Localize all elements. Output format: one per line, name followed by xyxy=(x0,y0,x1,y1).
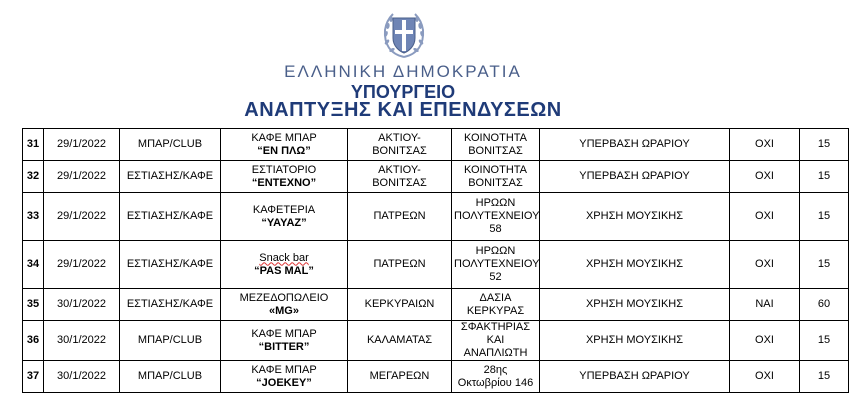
violation-cell: ΧΡΗΣΗ ΜΟΥΣΙΚΗΣ xyxy=(540,193,730,241)
street-cell xyxy=(348,161,452,193)
area-line: ΚΑΙ ΑΝΑΠΛΙΩΤΗ xyxy=(463,334,528,359)
street-line: ΒΟΝΙΤΣΑΣ xyxy=(372,144,427,157)
street-cell: ΚΑΛΑΜΑΤΑΣ xyxy=(348,321,452,361)
document-header xyxy=(0,0,852,126)
answer-cell: ΟΧΙ xyxy=(730,193,800,241)
venue-cell xyxy=(221,161,348,193)
venue-cell xyxy=(221,321,348,361)
violation-cell: ΥΠΕΡΒΑΣΗ ΩΡΑΡΙΟΥ xyxy=(540,361,730,393)
venue-name: “ΕΝ ΠΛΩ” xyxy=(257,144,311,157)
row-number: 37 xyxy=(23,361,44,393)
category-cell: ΜΠΑΡ/CLUB xyxy=(120,129,221,161)
row-number: 36 xyxy=(23,321,44,361)
answer-cell: ΟΧΙ xyxy=(730,241,800,289)
area-line: 52 xyxy=(489,271,502,283)
area-cell xyxy=(452,161,540,193)
category-cell: ΜΠΑΡ/CLUB xyxy=(120,321,221,361)
venue-name: “JOEKEY” xyxy=(256,376,312,389)
venue-type: ΚΑΦΕ ΜΠΑΡ xyxy=(251,363,317,376)
venue-name: “PAS MAL” xyxy=(254,264,314,277)
date-cell: 30/1/2022 xyxy=(44,361,120,393)
violation-cell: ΧΡΗΣΗ ΜΟΥΣΙΚΗΣ xyxy=(540,289,730,321)
answer-cell: ΟΧΙ xyxy=(730,321,800,361)
area-cell xyxy=(452,361,540,393)
row-number: 31 xyxy=(23,129,44,161)
date-cell: 30/1/2022 xyxy=(44,289,120,321)
area-cell xyxy=(452,129,540,161)
area-line: ΒΟΝΙΤΣΑΣ xyxy=(468,144,523,157)
street-cell: ΠΑΤΡΕΩΝ xyxy=(348,193,452,241)
answer-cell: ΟΧΙ xyxy=(730,361,800,393)
table-row xyxy=(23,321,849,361)
venue-name: «MG» xyxy=(269,304,299,317)
area-line: 28ης xyxy=(483,363,508,376)
area-line: ΔΑΣΙΑ xyxy=(479,291,512,304)
venue-type: ΕΣΤΙΑΤΟΡΙΟ xyxy=(251,163,317,176)
street-line: ΑΚΤΙΟΥ- xyxy=(378,131,421,144)
ministry-title-line2: ΑΝΑΠΤΥΞΗΣ ΚΑΙ ΕΠΕΝΔΥΣΕΩΝ xyxy=(244,99,562,121)
greek-coat-of-arms-icon xyxy=(380,10,428,60)
venue-type: ΚΑΦΕ ΜΠΑΡ xyxy=(251,327,317,340)
area-line: ΚΟΙΝΟΤΗΤΑ xyxy=(463,131,527,144)
violation-cell: ΧΡΗΣΗ ΜΟΥΣΙΚΗΣ xyxy=(540,241,730,289)
venue-type: ΚΑΦΕ ΜΠΑΡ xyxy=(251,131,317,144)
answer-cell: ΟΧΙ xyxy=(730,161,800,193)
date-cell: 29/1/2022 xyxy=(44,129,120,161)
ministry-title-line1: ΥΠΟΥΡΓΕΙΟ xyxy=(350,82,456,102)
table-row xyxy=(23,193,849,241)
inspections-table xyxy=(22,128,849,393)
venue-name: “ΕΝΤΕΧΝΟ” xyxy=(251,176,317,189)
row-number: 34 xyxy=(23,241,44,289)
republic-title: ΕΛΛΗΝΙΚΗ ΔΗΜΟΚΡΑΤΙΑ xyxy=(284,62,522,81)
venue-cell xyxy=(221,241,348,289)
answer-cell: ΟΧΙ xyxy=(730,129,800,161)
area-line: ΣΦΑΚΤΗΡΙΑΣ xyxy=(460,321,531,333)
date-cell: 29/1/2022 xyxy=(44,193,120,241)
value-cell: 15 xyxy=(800,161,849,193)
area-line: Οκτωβρίου 146 xyxy=(457,376,534,389)
venue-cell xyxy=(221,129,348,161)
value-cell: 15 xyxy=(800,241,849,289)
venue-type: Snack bar xyxy=(259,251,309,264)
table-row xyxy=(23,289,849,321)
venue-name: “BITTER” xyxy=(258,340,310,353)
area-cell xyxy=(452,289,540,321)
value-cell: 15 xyxy=(800,361,849,393)
area-line: ΠΟΛΥΤΕΧΝΕΙΟΥ xyxy=(454,258,540,270)
category-cell: ΜΠΑΡ/CLUB xyxy=(120,361,221,393)
category-cell: ΕΣΤΙΑΣΗΣ/ΚΑΦΕ xyxy=(120,289,221,321)
street-cell: ΠΑΤΡΕΩΝ xyxy=(348,241,452,289)
date-cell: 29/1/2022 xyxy=(44,161,120,193)
street-cell: ΜΕΓΑΡΕΩΝ xyxy=(348,361,452,393)
category-cell: ΕΣΤΙΑΣΗΣ/ΚΑΦΕ xyxy=(120,193,221,241)
table-row xyxy=(23,241,849,289)
date-cell: 30/1/2022 xyxy=(44,321,120,361)
area-line: ΠΟΛΥΤΕΧΝΕΙΟΥ xyxy=(454,210,540,222)
row-number: 33 xyxy=(23,193,44,241)
category-cell: ΕΣΤΙΑΣΗΣ/ΚΑΦΕ xyxy=(120,161,221,193)
value-cell: 60 xyxy=(800,289,849,321)
table-row xyxy=(23,161,849,193)
venue-type: ΚΑΦΕΤΕΡΙΑ xyxy=(252,203,316,216)
value-cell: 15 xyxy=(800,321,849,361)
venue-cell xyxy=(221,289,348,321)
area-line: ΚΟΙΝΟΤΗΤΑ xyxy=(463,163,527,176)
venue-cell xyxy=(221,193,348,241)
category-cell: ΕΣΤΙΑΣΗΣ/ΚΑΦΕ xyxy=(120,241,221,289)
street-cell xyxy=(348,129,452,161)
street-line: ΒΟΝΙΤΣΑΣ xyxy=(372,176,427,189)
area-line: 58 xyxy=(489,223,502,235)
street-cell: ΚΕΡΚΥΡΑΙΩΝ xyxy=(348,289,452,321)
area-line: ΗΡΩΩΝ xyxy=(475,245,516,257)
answer-cell: ΝΑΙ xyxy=(730,289,800,321)
violation-cell: ΥΠΕΡΒΑΣΗ ΩΡΑΡΙΟΥ xyxy=(540,129,730,161)
venue-name: “YAYAZ” xyxy=(261,216,307,229)
violation-cell: ΥΠΕΡΒΑΣΗ ΩΡΑΡΙΟΥ xyxy=(540,161,730,193)
area-line: ΚΕΡΚΥΡΑΣ xyxy=(466,304,525,317)
venue-cell xyxy=(221,361,348,393)
street-line: ΑΚΤΙΟΥ- xyxy=(378,163,421,176)
area-line: ΗΡΩΩΝ xyxy=(475,197,516,209)
area-cell xyxy=(452,241,540,289)
area-cell xyxy=(452,193,540,241)
table-row xyxy=(23,129,849,161)
venue-type: ΜΕΖΕΔΟΠΩΛΕΙΟ xyxy=(239,291,329,304)
area-cell xyxy=(452,321,540,361)
table-row xyxy=(23,361,849,393)
value-cell: 15 xyxy=(800,193,849,241)
area-line: ΒΟΝΙΤΣΑΣ xyxy=(468,176,523,189)
row-number: 32 xyxy=(23,161,44,193)
row-number: 35 xyxy=(23,289,44,321)
value-cell: 15 xyxy=(800,129,849,161)
date-cell: 29/1/2022 xyxy=(44,241,120,289)
violation-cell: ΧΡΗΣΗ ΜΟΥΣΙΚΗΣ xyxy=(540,321,730,361)
